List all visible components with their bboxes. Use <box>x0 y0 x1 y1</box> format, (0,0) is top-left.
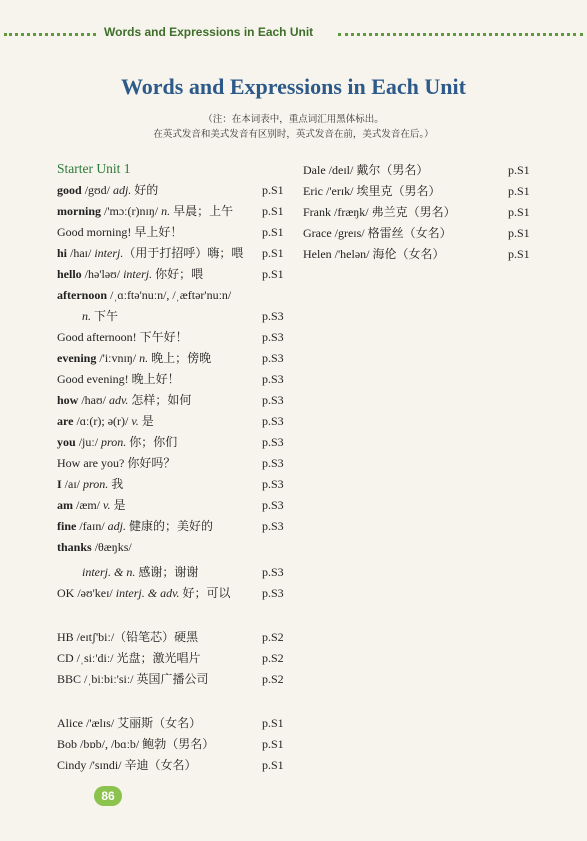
entry-word: afternoon <box>57 288 107 302</box>
entry-page: p.S1 <box>262 267 284 281</box>
vocab-entry <box>57 285 287 305</box>
vocab-entry <box>57 516 287 536</box>
entry-page: p.S1 <box>262 737 284 751</box>
entry-phonetic: /aɪ/ <box>61 477 83 491</box>
entry-word: evening <box>57 351 97 365</box>
entry-phonetic: /'sɪndi/ 辛迪（女名） <box>86 758 197 772</box>
entry-page: p.S3 <box>262 565 284 579</box>
entry-pos: n. <box>161 204 171 218</box>
entry-page: p.S1 <box>508 184 530 198</box>
entry-pos: pron. <box>83 477 109 491</box>
running-header <box>0 24 587 44</box>
entry-word: Bob <box>57 737 78 751</box>
entry-word: thanks <box>57 540 92 554</box>
entry-definition: 是 <box>110 498 126 512</box>
vocab-entry <box>57 411 287 431</box>
entry-word: How are you? <box>57 456 125 470</box>
vocab-entry <box>57 734 287 754</box>
entry-page: p.S3 <box>262 414 284 428</box>
entry-word: fine <box>57 519 77 533</box>
entry-word: Good morning! <box>57 225 132 239</box>
entry-page: p.S1 <box>262 246 284 260</box>
entry-phonetic: /æm/ <box>73 498 104 512</box>
vocab-entry <box>303 244 543 264</box>
entry-pos: pron. <box>101 435 127 449</box>
entry-word: Dale <box>303 163 326 177</box>
vocab-entry <box>82 306 287 326</box>
entry-definition: 我 <box>108 477 124 491</box>
entry-word: good <box>57 183 82 197</box>
entry-phonetic: /'ælɪs/ 艾丽斯（女名） <box>83 716 202 730</box>
entry-page: p.S3 <box>262 393 284 407</box>
header-title: Words and Expressions in Each Unit <box>104 25 314 39</box>
entry-page: p.S3 <box>262 586 284 600</box>
vocab-entry <box>57 390 287 410</box>
entry-word: Cindy <box>57 758 87 772</box>
entry-page: p.S2 <box>262 651 284 665</box>
entry-page: p.S3 <box>262 330 284 344</box>
section-heading: Starter Unit 1 <box>57 161 131 176</box>
entry-word: Alice <box>57 716 83 730</box>
vocab-entry <box>57 474 287 494</box>
entry-page: p.S1 <box>262 204 284 218</box>
entry-word: hi <box>57 246 68 260</box>
entry-definition: 你；你们 <box>126 435 178 449</box>
entry-word: Frank <box>303 205 331 219</box>
entry-pos: n. <box>82 309 91 323</box>
vocab-entry <box>57 264 287 284</box>
entry-word: are <box>57 414 74 428</box>
vocab-entry <box>303 223 543 243</box>
entry-phonetic: /eɪtʃ'biː/（铅笔芯）硬黑 <box>73 630 199 644</box>
entry-phonetic: /fræŋk/ 弗兰克（男名） <box>331 205 456 219</box>
entry-phonetic: /juː/ <box>75 435 102 449</box>
entry-phonetic: /'mɔː(r)nɪŋ/ <box>101 204 162 218</box>
entry-phonetic: /ˌbiːbiː'siː/ 英国广播公司 <box>81 672 209 686</box>
vocab-entry <box>57 755 287 775</box>
entry-pos: adj. <box>112 183 132 197</box>
entry-definition: 健康的；美好的 <box>126 519 214 533</box>
entry-definition: 你好；喂 <box>152 267 204 281</box>
entry-phonetic: /'helən/ 海伦（女名） <box>331 247 445 261</box>
vocab-entry <box>303 181 543 201</box>
page-number-badge: 86 <box>94 786 122 806</box>
entry-definition: 下午 <box>91 309 119 323</box>
entry-word: Grace <box>303 226 332 240</box>
entry-page: p.S1 <box>262 758 284 772</box>
vocab-entry <box>303 202 543 222</box>
vocab-entry <box>57 495 287 515</box>
entry-word: I <box>57 477 62 491</box>
entry-page: p.S2 <box>262 630 284 644</box>
entry-word: HB <box>57 630 74 644</box>
entry-phonetic: /bɒb/, /bɑːb/ 鲍勃（男名） <box>77 737 215 751</box>
entry-word: hello <box>57 267 82 281</box>
entry-pos: interj. <box>94 246 124 260</box>
entry-phonetic: /θæŋks/ <box>91 540 132 554</box>
entry-word: how <box>57 393 79 407</box>
entry-word: you <box>57 435 76 449</box>
vocab-entry <box>57 453 287 473</box>
entry-phonetic: 晚上好！ <box>128 372 180 386</box>
entry-phonetic: 早上好！ <box>131 225 183 239</box>
entry-phonetic: /əʊ'keɪ/ <box>74 586 116 600</box>
entry-definition: 好；可以 <box>179 586 231 600</box>
entry-pos: adv. <box>108 393 129 407</box>
note-line-1: （注：在本词表中，重点词汇用黑体标出。 <box>203 114 384 125</box>
vocab-entry <box>57 669 287 689</box>
entry-phonetic: /ɑː(r); ə(r)/ <box>73 414 132 428</box>
entry-phonetic: /haʊ/ <box>78 393 109 407</box>
vocab-entry <box>57 180 287 200</box>
vocab-entry <box>57 713 287 733</box>
entry-page: p.S3 <box>262 351 284 365</box>
entry-page: p.S3 <box>262 372 284 386</box>
entry-phonetic: /'erɪk/ 埃里克（男名） <box>323 184 441 198</box>
vocab-entry <box>303 160 543 180</box>
entry-phonetic: /gʊd/ <box>81 183 113 197</box>
entry-phonetic: /greɪs/ 格雷丝（女名） <box>331 226 452 240</box>
note-line-2: 在英式发音和美式发音有区别时，英式发音在前，美式发音在后。） <box>153 129 434 140</box>
entry-page: p.S3 <box>262 519 284 533</box>
entry-word: Good evening! <box>57 372 129 386</box>
entry-word: Good afternoon! <box>57 330 137 344</box>
entry-pos: adj. <box>107 519 127 533</box>
entry-phonetic: /ˌsiː'diː/ 光盘；激光唱片 <box>73 651 201 665</box>
vocab-entry <box>57 369 287 389</box>
vocab-entry <box>57 327 287 347</box>
entry-page: p.S3 <box>262 309 284 323</box>
entry-pos: interj. <box>123 267 153 281</box>
entry-pos: interj. & n. <box>82 565 136 579</box>
entry-page: p.S1 <box>508 247 530 261</box>
entry-definition: （用于打招呼）嗨；喂 <box>123 246 244 260</box>
entry-pos: v. <box>131 414 139 428</box>
entry-word: BBC <box>57 672 82 686</box>
entry-phonetic: /'iːvnɪŋ/ <box>96 351 140 365</box>
entry-definition: 感谢；谢谢 <box>135 565 199 579</box>
page-title: Words and Expressions in Each Unit <box>121 74 466 99</box>
entry-page: p.S1 <box>508 226 530 240</box>
entry-word: OK <box>57 586 75 600</box>
vocab-entry <box>57 348 287 368</box>
vocab-entry <box>57 537 287 557</box>
entry-phonetic: /haɪ/ <box>67 246 95 260</box>
entry-phonetic: /deɪl/ 戴尔（男名） <box>325 163 429 177</box>
entry-page: p.S3 <box>262 498 284 512</box>
entry-page: p.S1 <box>262 716 284 730</box>
entry-definition: 是 <box>138 414 154 428</box>
entry-page: p.S1 <box>508 205 530 219</box>
entry-page: p.S1 <box>262 225 284 239</box>
vocab-entry <box>57 627 287 647</box>
entry-definition: 早晨；上午 <box>170 204 234 218</box>
entry-phonetic: /hə'ləʊ/ <box>81 267 124 281</box>
entry-phonetic: 你好吗？ <box>124 456 176 470</box>
vocab-entry <box>57 432 287 452</box>
header-dots-left <box>4 33 96 36</box>
vocab-entry <box>57 222 287 242</box>
vocab-entry <box>57 243 287 263</box>
entry-pos: n. <box>139 351 149 365</box>
entry-page: p.S2 <box>262 672 284 686</box>
entry-page: p.S3 <box>262 435 284 449</box>
vocab-entry <box>82 562 287 582</box>
entry-definition: 晚上；傍晚 <box>148 351 212 365</box>
header-dots-right <box>338 33 583 36</box>
vocab-entry <box>57 648 287 668</box>
entry-word: am <box>57 498 73 512</box>
vocab-entry <box>57 583 287 603</box>
entry-definition: 怎样；如何 <box>128 393 192 407</box>
entry-page: p.S1 <box>262 183 284 197</box>
vocab-entry <box>57 201 287 221</box>
entry-page: p.S1 <box>508 163 530 177</box>
entry-pos: interj. & adv. <box>115 586 180 600</box>
entry-phonetic: /ˌɑːftə'nuːn/, /ˌæftər'nuːn/ <box>107 288 232 302</box>
entry-word: Eric <box>303 184 323 198</box>
entry-page: p.S3 <box>262 456 284 470</box>
entry-phonetic: /faɪn/ <box>76 519 108 533</box>
entry-word: morning <box>57 204 102 218</box>
entry-definition: 好的 <box>131 183 159 197</box>
entry-page: p.S3 <box>262 477 284 491</box>
entry-phonetic: 下午好！ <box>136 330 188 344</box>
entry-word: CD <box>57 651 74 665</box>
entry-pos: v. <box>103 498 111 512</box>
entry-word: Helen <box>303 247 332 261</box>
